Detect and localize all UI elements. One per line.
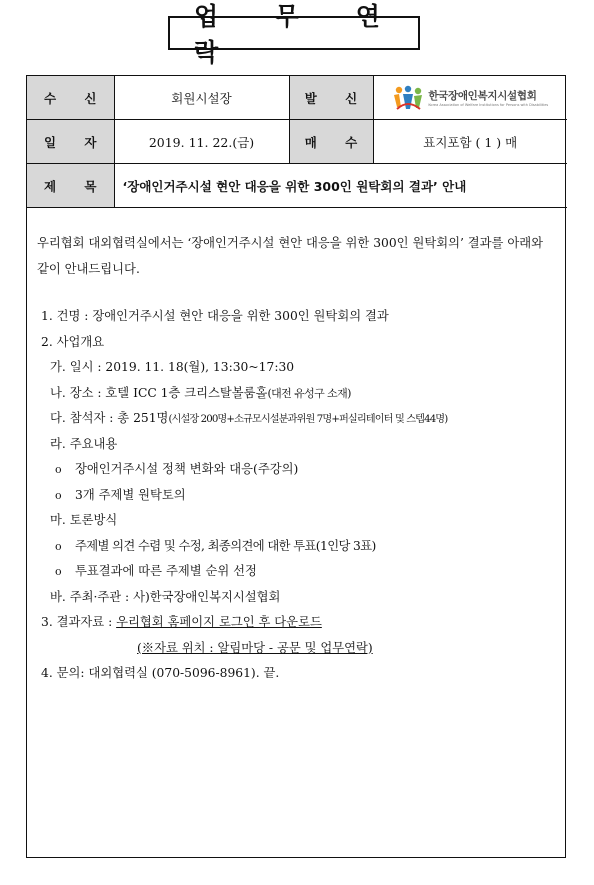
document-title: 업 무 연 락 [194,2,404,67]
item-2-ra-bullet-1-text: 장애인거주시설 정책 변화와 대응(주강의) [75,462,299,476]
item-4: 4. 문의: 대외협력실 (070-5096-8961). 끝. [41,666,280,680]
header-table [27,76,567,208]
subject-label: 제 목 [27,164,114,208]
subject-value: ‘장애인거주시설 현안 대응을 위한 300인 원탁회의 결과’ 안내 [114,164,567,208]
document-frame [26,75,566,858]
date-value: 2019. 11. 22.(금) [114,120,289,164]
item-3-note [41,636,565,662]
item-2-ra: 라. 주요내용 [50,436,118,451]
item-2-ga: 가. 일시 : 2019. 11. 18(월), 13:30~17:30 [50,360,295,374]
item-2-na-note: (대전 유성구 소재) [267,386,351,400]
bullet-circle-icon: o [55,488,62,502]
item-3-label: 3. 결과자료 : [41,615,117,629]
document-title-box [168,2,420,67]
document-body [27,208,565,687]
item-2-ra-bullet-2 [41,483,565,509]
item-2-ma-bullet-2-text: 투표결과에 따른 주제별 순위 선정 [75,564,257,578]
item-3 [41,610,565,636]
sender-org-name: 한국장애인복지시설협회 [428,90,537,102]
item-2-da-text: 다. 참석자 : 총 251명 [50,411,169,425]
receiver-value: 회원시설장 [114,76,289,120]
bullet-circle-icon: o [55,539,62,553]
association-logo-icon [392,85,424,111]
item-list [27,304,565,687]
item-2-ma: 마. 토론방식 [50,513,118,527]
intro-paragraph: 우리협회 대외협력실에서는 ‘장애인거주시설 현안 대응을 위한 300인 원탁회의’ 결과를 아래와 같이 안내드립니다. [37,236,543,276]
header-row-receiver [27,76,567,120]
item-3-note-text: (※자료 위치 : 알림마당 - 공문 및 업무연락) [137,640,373,655]
item-2-ma-bullet-1-text: 주제별 의견 수렴 및 수정, 최종의견에 대한 투표(1인당 3표) [75,538,376,553]
item-2-na [41,381,565,407]
pages-value: 표지포함 ( 1 ) 매 [373,120,567,164]
item-2-da-note: (시설장 200명+소규모시설분과위원 7명+퍼실리테이터 및 스텝44명) [168,414,448,425]
item-1: 1. 건명 : 장애인거주시설 현안 대응을 위한 300인 원탁회의 결과 [41,309,389,323]
bullet-circle-icon: o [55,565,62,578]
header-row-date [27,120,567,164]
item-2-na-text: 나. 장소 : 호텔 ICC 1층 크리스탈볼룸홀 [50,385,268,400]
receiver-label: 수 신 [27,76,114,120]
item-2-ba: 바. 주최·주관 : 사)한국장애인복지시설협회 [50,589,281,604]
sender-label: 발 신 [289,76,373,120]
item-2-ma-bullet-2 [41,559,565,585]
sender-logo [374,85,568,111]
sender-org-english: Korea Association of Welfare Institutions for Persons with Disabilities [428,103,549,107]
item-2-ra-bullet-1 [41,457,565,483]
item-2-ma-bullet-1 [41,534,565,560]
bullet-circle-icon: o [55,463,62,476]
item-2-da [41,406,565,432]
item-2-ra-bullet-2-text: 3개 주제별 원탁토의 [75,487,186,502]
date-label: 일 자 [27,120,114,164]
item-2: 2. 사업개요 [41,334,105,349]
header-row-subject [27,164,567,208]
sender-logo-cell [373,76,567,120]
item-3-download-text: 우리협회 홈페이지 로그인 후 다운로드 [116,615,322,629]
pages-label: 매 수 [289,120,373,164]
